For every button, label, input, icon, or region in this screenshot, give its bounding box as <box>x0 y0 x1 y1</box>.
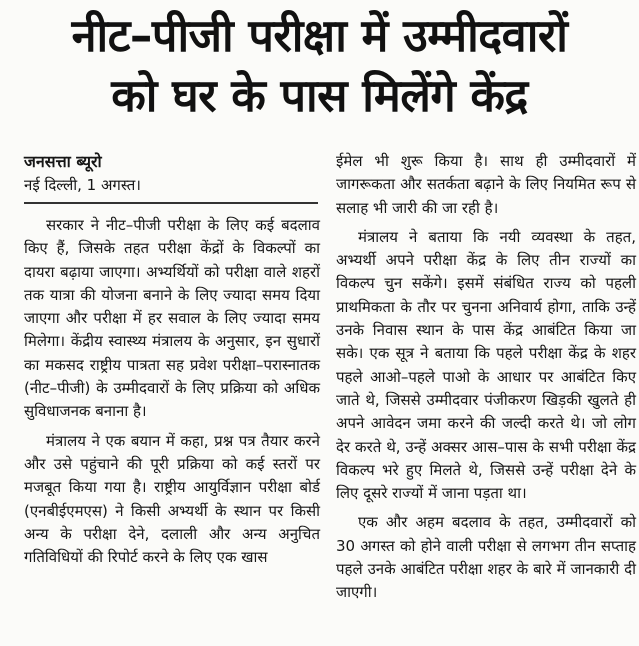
byline-dateline: नई दिल्ली, 1 अगस्त। <box>24 176 141 194</box>
right-column <box>336 150 636 605</box>
headline <box>0 6 639 126</box>
article-paragraph: एक और अहम बदलाव के तहत, उम्मीदवारों को 30 अगस्त को होने वाली परीक्षा से लगभग तीन सप्ताह पहले उनके आबंटित परीक्षा शहर के बारे में जानकारी दी जाएगी। <box>336 513 636 602</box>
headline-line-2: को घर के पास मिलेंगे केंद्र <box>111 69 528 122</box>
byline-divider <box>24 202 318 204</box>
left-column <box>24 150 320 569</box>
article-paragraph: सरकार ने नीट–पीजी परीक्षा के लिए कई बदलाव किए हैं, जिसके तहत परीक्षा केंद्रों के विकल्पों का दायरा बढ़ाया जाएगा। अभ्यर्थियों को परीक्षा वाले शहरों तक यात्रा की योजना बनाने के लिए ज्यादा समय दिया जाएगा और परीक्षा में हर सवाल के लिए ज्यादा समय मिलेगा। केंद्रीय स्वास्थ्य मंत्रालय के अनुसार, इन सुधारों का मकसद राष्ट्रीय पात्रता सह प्रवेश परीक्षा–परास्नातक (नीट–पीजी) के उम्मीदवारों के लिए प्रक्रिया को अधिक सुविधाजनक बनाना है। <box>24 216 320 421</box>
headline-line-1: नीट–पीजी परीक्षा में उम्मीदवारों <box>71 9 568 62</box>
article-paragraph: मंत्रालय ने बताया कि नयी व्यवस्था के तहत, अभ्यर्थी अपने परीक्षा केंद्र के लिए तीन राज्यों का विकल्प चुन सकेंगे। इसमें संबंधित राज्य को पहली प्राथमिकता के तौर पर चुनना अनिवार्य होगा, ताकि उन्हें उनके निवास स्थान के पास केंद्र आबंटित किया जा सके। एक सूत्र ने बताया कि पहले परीक्षा केंद्र के शहर पहले आओ–पहले पाओ के आधार पर आबंटित किए जाते थे, जिससे उम्मीदवार पंजीकरण खिड़की खुलते ही अपने आवेदन जमा करने की जल्दी करते थे। जो लोग देर करते थे, उन्हें अक्सर आस–पास के सभी परीक्षा केंद्र विकल्प भरे हुए मिलते थे, जिससे उन्हें परीक्षा देने के लिए दूसरे राज्यों में जाना पड़ता था। <box>336 227 636 503</box>
byline <box>24 150 320 196</box>
article-paragraph: ईमेल भी शुरू किया है। साथ ही उम्मीदवारों में जागरूकता और सतर्कता बढ़ाने के लिए नियमित रूप से सलाह भी जारी की जा रही है। <box>336 152 636 217</box>
byline-author: जनसत्ता ब्यूरो <box>24 152 102 171</box>
article-paragraph: मंत्रालय ने एक बयान में कहा, प्रश्न पत्र तैयार करने और उसे पहुंचाने की पूरी प्रक्रिया को कई स्तरों पर मजबूत किया गया है। राष्ट्रीय आयुर्विज्ञान परीक्षा बोर्ड (एनबीईएमएस) ने किसी अभ्यर्थी के स्थान पर किसी अन्य के परीक्षा देने, दलाली और अन्य अनुचित गतिविधियों की रिपोर्ट करने के लिए एक खास <box>24 431 320 567</box>
